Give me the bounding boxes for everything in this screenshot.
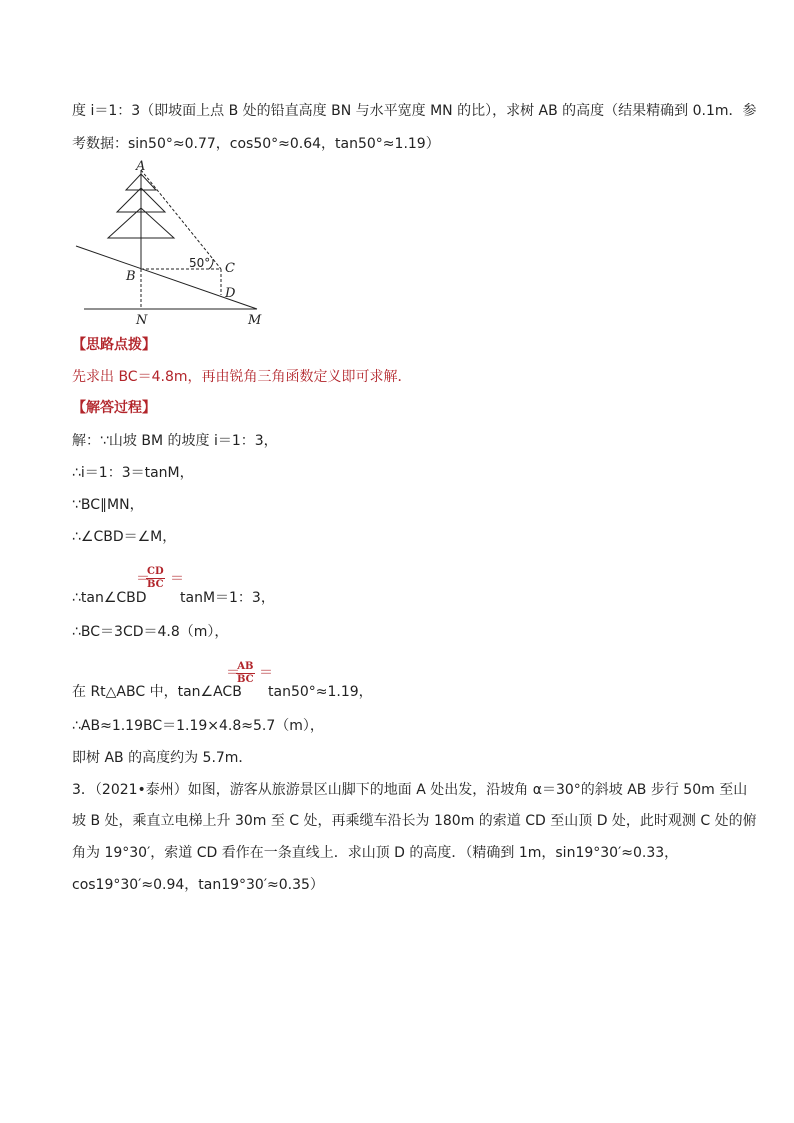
solution-step-1: 解：∵山坡 BM 的坡度 i＝1：3， <box>72 433 278 449</box>
solution-conclusion: 即树 AB 的高度约为 5.7m． <box>72 750 253 766</box>
solution-step-3: ∵BC∥MN， <box>72 497 144 513</box>
fraction-denominator: BC <box>237 674 254 685</box>
solution-step-5-right: tanM＝1：3， <box>180 590 275 606</box>
fraction-numerator: AB <box>237 661 254 672</box>
equals-sign: ＝ <box>136 571 150 587</box>
equals-sign: ＝ <box>259 665 273 681</box>
tree-slope-figure <box>70 160 270 330</box>
hint-heading: 【思路点拨】 <box>72 337 156 353</box>
fraction-cd-bc <box>146 566 165 591</box>
equals-sign: ＝ <box>170 571 184 587</box>
problem3-line4: cos19°30′≈0.94，tan19°30′≈0.35） <box>72 877 324 893</box>
hint-text: 先求出 BC＝4.8m，再由锐角三角函数定义即可求解． <box>72 369 412 385</box>
angle-label: 50° <box>189 256 211 270</box>
problem3-line1: 3．（2021•泰州）如图，游客从旅游景区山脚下的地面 A 处出发，沿坡角 α＝30°的斜坡 AB 步行 50m 至山 <box>72 782 748 798</box>
label-N: N <box>136 313 148 328</box>
solution-step-6: ∴BC＝3CD＝4.8（m）， <box>72 624 229 640</box>
equals-sign: ＝ <box>226 665 240 681</box>
solution-step-7-right: tan50°≈1.19， <box>268 684 373 700</box>
solution-heading: 【解答过程】 <box>72 400 156 416</box>
fraction-ab-bc <box>236 661 255 686</box>
label-B: B <box>126 269 136 284</box>
label-M: M <box>248 313 262 328</box>
label-A: A <box>136 160 146 174</box>
label-C: C <box>225 261 235 276</box>
label-D: D <box>225 286 236 301</box>
problem2-line1: 度 i＝1：3（即坡面上点 B 处的铅直高度 BN 与水平宽度 MN 的比），求树 AB 的高度（结果精确到 0.1m．参 <box>72 103 757 119</box>
problem3-line2: 坡 B 处，乘直立电梯上升 30m 至 C 处，再乘缆车沿长为 180m 的索道 CD 至山顶 D 处，此时观测 C 处的俯 <box>72 813 757 829</box>
solution-step-7-left: 在 Rt△ABC 中，tan∠ACB <box>72 684 242 700</box>
problem2-line2: 考数据：sin50°≈0.77，cos50°≈0.64，tan50°≈1.19） <box>72 136 440 152</box>
solution-step-4: ∴∠CBD＝∠M， <box>72 529 177 545</box>
problem3-line3: 角为 19°30′，索道 CD 看作在一条直线上．求山顶 D 的高度．（精确到 1m，sin19°30′≈0.33， <box>72 845 679 861</box>
solution-step-2: ∴i＝1：3＝tanM， <box>72 465 194 481</box>
solution-step-5-left: ∴tan∠CBD <box>72 590 147 606</box>
fraction-numerator: CD <box>147 566 164 577</box>
fraction-denominator: BC <box>147 579 164 590</box>
solution-step-8: ∴AB≈1.19BC＝1.19×4.8≈5.7（m）， <box>72 718 324 734</box>
